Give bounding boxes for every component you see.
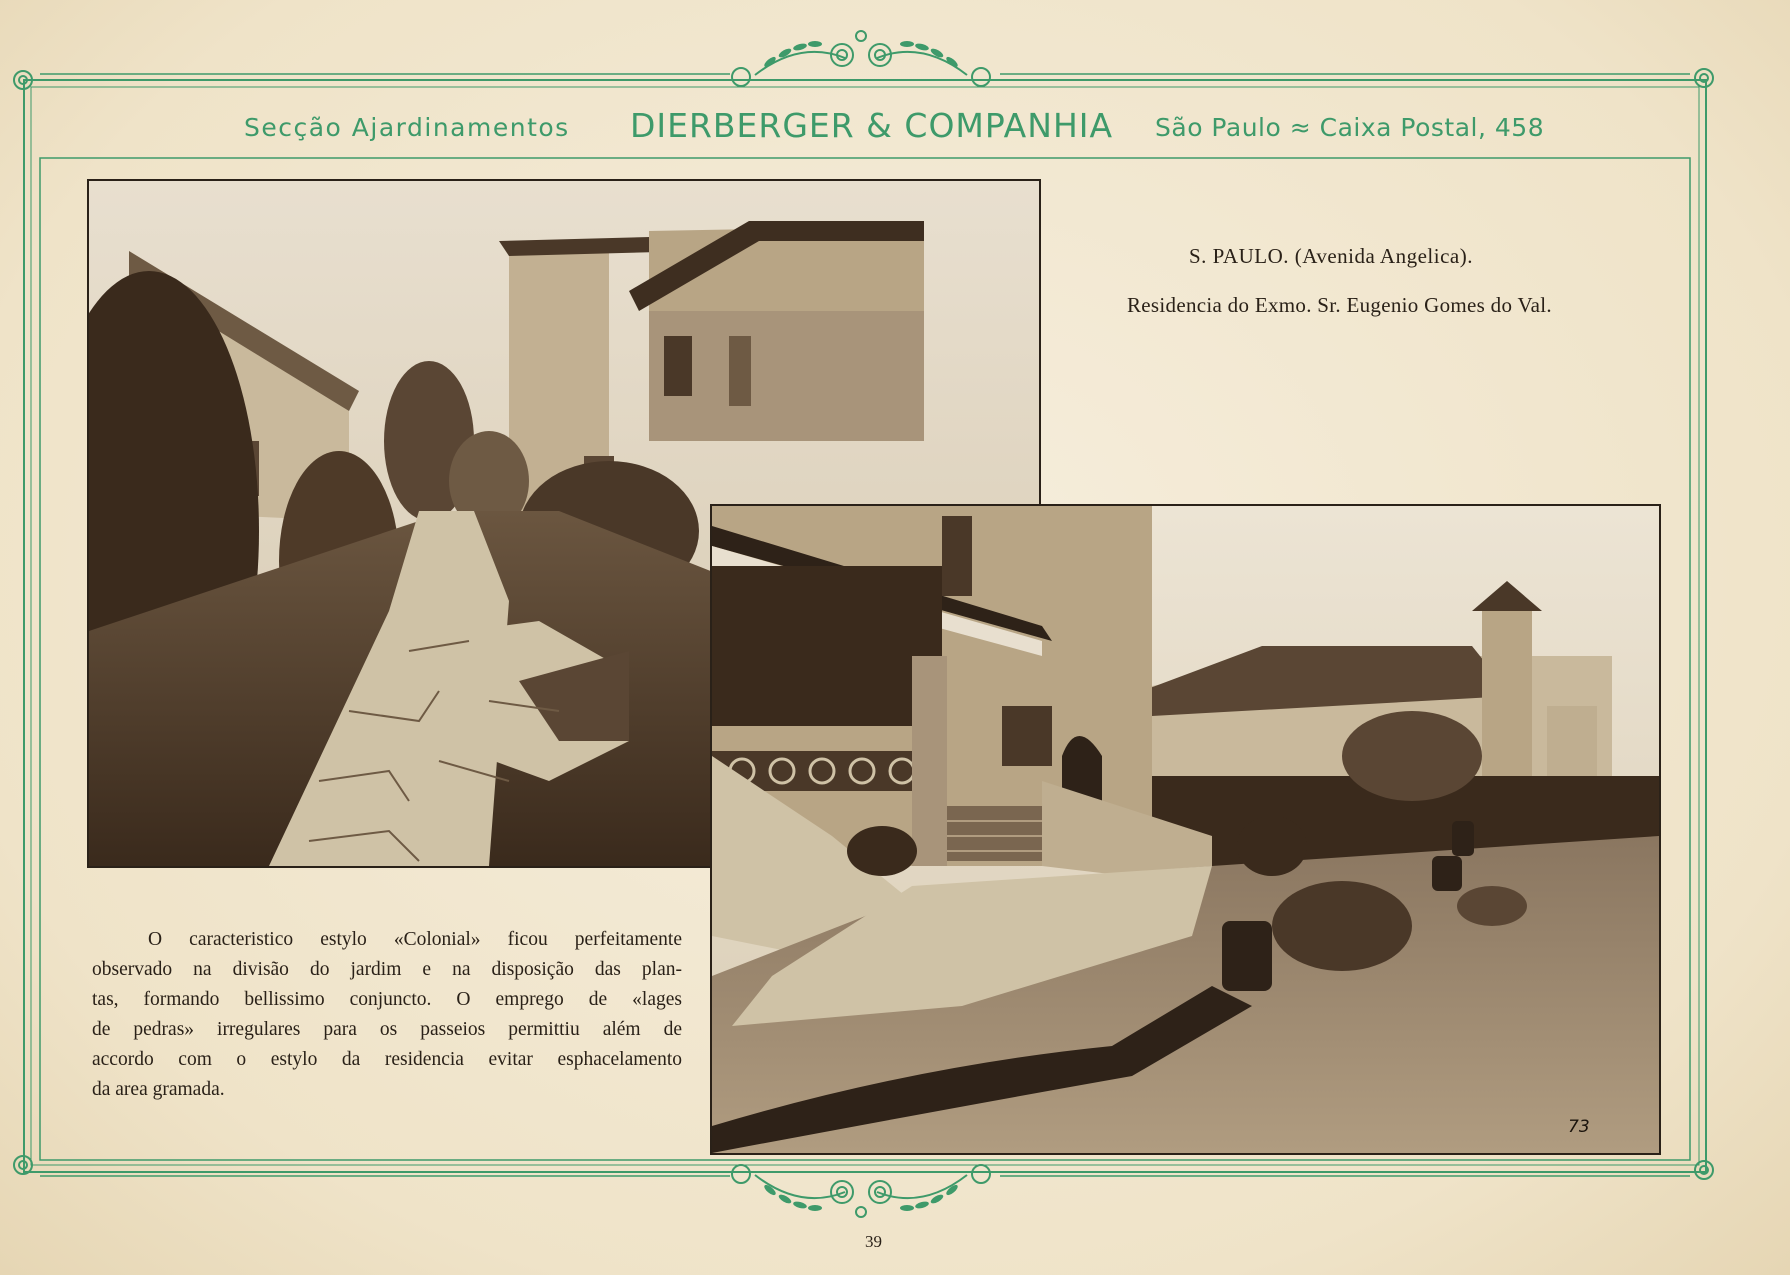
caption-location: S. PAULO. (Avenida Angelica). [1189,244,1473,268]
description-line: da area gramada. [92,1079,225,1100]
header-section: Secção Ajardinamentos [244,113,570,142]
description-line: de pedras» irregulares para os passeios permittiu além de [92,1019,682,1040]
description-line: accordo com o estylo da residencia evitar esphacelamento [92,1049,682,1070]
header-company-name: DIERBERGER & COMPANHIA [630,106,1114,145]
caption-residence: Residencia do Exmo. Sr. Eugenio Gomes do Val. [1127,293,1552,317]
description-paragraph [92,925,682,1105]
photo-residence-terrace [710,504,1661,1155]
page-number: 39 [865,1232,882,1251]
description-line: tas, formando bellissimo conjuncto. O emprego de «lages [92,989,682,1010]
header-address: São Paulo ≈ Caixa Postal, 458 [1155,113,1545,142]
description-line: observado na divisão do jardim e na disposição das plan- [92,959,682,980]
description-line: O caracteristico estylo «Colonial» ficou perfeitamente [148,929,682,950]
photo-plate-number: 73 [1568,1117,1590,1137]
